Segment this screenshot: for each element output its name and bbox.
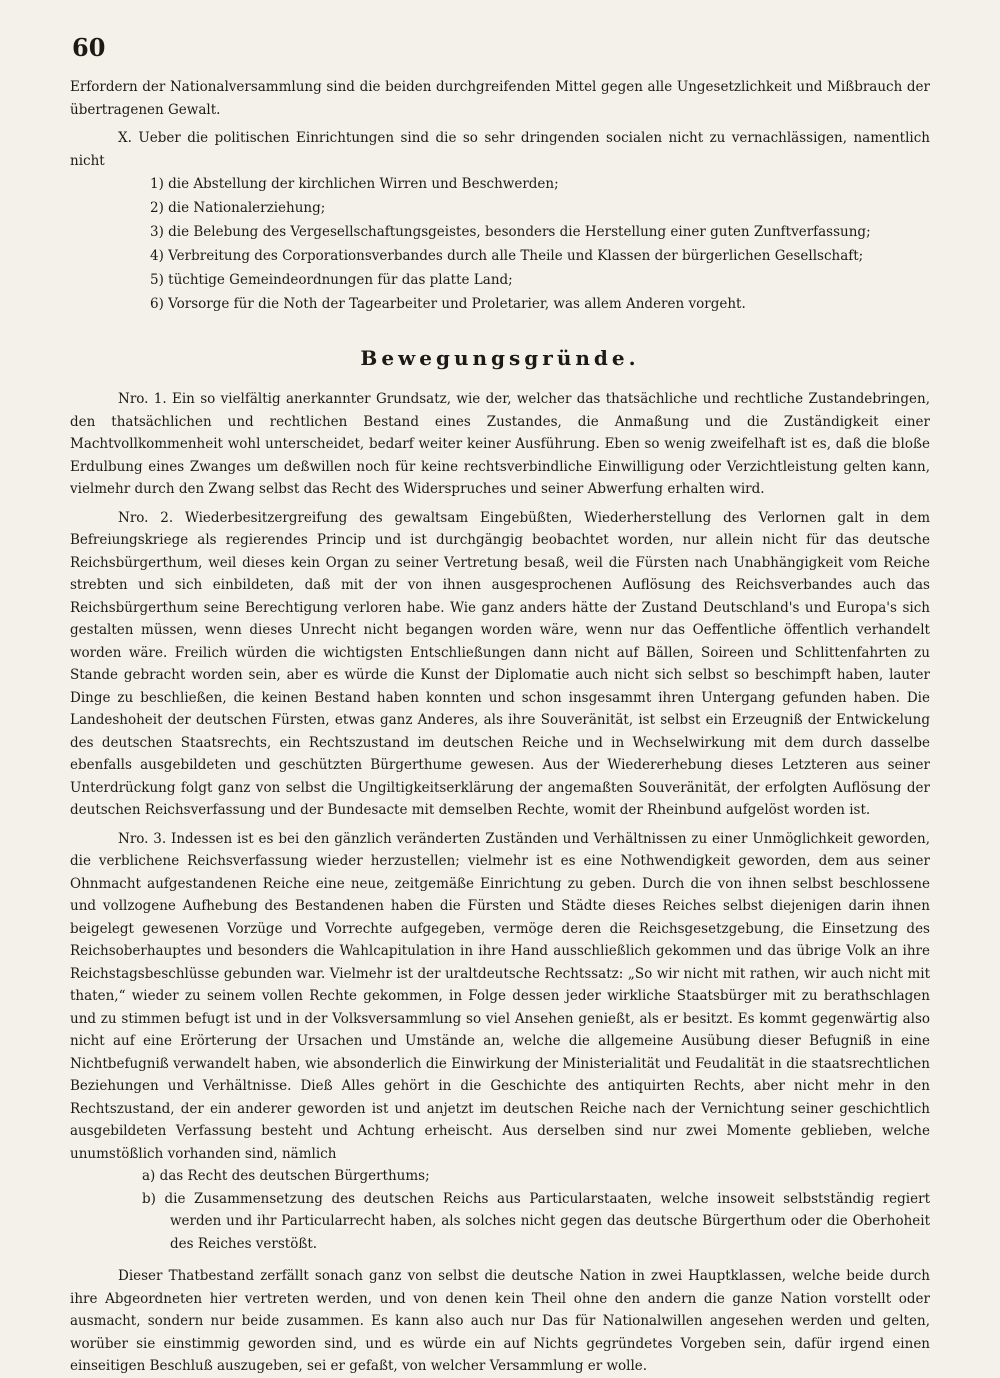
page-number: 60 bbox=[72, 33, 106, 62]
list-item: a) das Recht des deutschen Bürgerthums; bbox=[142, 1168, 430, 1184]
list-item: 3) die Belebung des Vergesellschaftungsgeistes, besonders die Herstellung einer guten Zunftverfassung; bbox=[150, 224, 871, 240]
intro-paragraph: Erfordern der Nationalversammlung sind die beiden durchgreifenden Mittel gegen alle Ungesetzlichkeit und Mißbrauch der übertragenen Gewalt. bbox=[70, 79, 930, 118]
list-item: b) die Zusammensetzung des deutschen Reichs aus Particularstaaten, welche insoweit selbstständig regiert werden und ihr Particularrecht haben, als solches nicht gegen das deutsche Bürgerthum oder die Oberhoheit des Reiches verstößt. bbox=[142, 1190, 930, 1252]
paragraph-nro-2: Nro. 2. Wiederbesitzergreifung des gewaltsam Eingebüßten, Wiederherstellung des Verlornen galt in dem Befreiungskriege als regierendes Princip und ist durchgängig beobachtet worden, nur allein nicht für das deutsche Reichsbürgerthum, weil dieses kein Organ zu seiner Vertretung besaß, weil die Fürsten nach Unabhängigkeit vom Reiche strebten und sich einbildeten, daß mit der von ihnen ausgesprochenen Auflösung des Reichsverbandes auch das Reichsbürgerthum seine Berechtigung verloren habe. Wie ganz anders hätte der Zustand Deutschland's und Europa's sich gestalten müssen, wenn dieses Unrecht nicht begangen worden wäre, wenn nur das Oeffentliche öffentlich verhandelt worden wäre. Freilich würden die wichtigsten Entschließungen dann nicht auf Bällen, Soireen und Schlittenfahrten zu Stande gebracht worden sein, aber es würde die Kunst der Diplomatie auch nicht sich selbst so beschimpft haben, lauter Dinge zu beschließen, die keinen Bestand haben konnten und schon insgesammt ihren Untergang gefunden haben. Die Landeshoheit der deutschen Fürsten, etwas ganz Anderes, als ihre Souveränität, ist selbst ein Erzeugniß der Entwickelung des deutschen Staatsrechts, ein Rechtszustand im deutschen Reiche und in Wechselwirkung mit dem durch dasselbe ebenfalls ausgebildeten und geschützten Bürgerthume gewesen. Aus der Wiedererhebung dieses Letzteren aus seiner Unterdrückung folgt ganz von selbst die Ungiltigkeitserklärung der angemaßten Souveränität, der erfolgten Auflösung der deutschen Reichsverfassung und der Bundesacte mit demselben Rechte, womit der Rheinbund aufgelöst worden ist. bbox=[70, 509, 930, 818]
paragraph-nro-1: Nro. 1. Ein so vielfältig anerkannter Grundsatz, wie der, welcher das thatsächliche und rechtliche Zustandebringen, den thatsächlichen und rechtlichen Bestand eines Zustandes, die Anmaßung und die Zuständigkeit einer Machtvollkommenheit wohl unterscheidet, bedarf weiter keiner Ausführung. Eben so wenig zweifelhaft ist es, daß die bloße Erdulbung eines Zwanges um deßwillen noch für keine rechtsverbindliche Einwilligung oder Verzichtleistung gelten kann, vielmehr durch den Zwang selbst das Recht des Widerspruches und seiner Abwerfung erhalten wird. bbox=[70, 391, 930, 497]
nro-3-list bbox=[70, 1165, 930, 1255]
paragraph-nro-3: Nro. 3. Indessen ist es bei den gänzlich veränderten Zuständen und Verhältnissen zu einer Unmöglichkeit geworden, die verblichene Reichsverfassung wieder herzustellen; vielmehr ist es eine Nothwendigkeit geworden, dem aus seiner Ohnmacht aufgestandenen Reiche eine neue, zeitgemäße Einrichtung zu geben. Durch die von ihnen selbst beschlossene und vollzogene Aufhebung des Bestandenen haben die Fürsten und Städte dieses Reiches selbst diejenigen darin ihnen beigelegt gewesenen Vorzüge und Vorrechte aufgegeben, vermöge deren die Reichsgesetzgebung, die Einsetzung des Reichsoberhauptes und besonders die Wahlcapitulation in ihre Hand ausschließlich gekommen und das übrige Volk an ihre Reichstagsbeschlüsse gebunden war. Vielmehr ist der uraltdeutsche Rechtssatz: „So wir nicht mit rathen, wir auch nicht mit thaten,“ wieder zu seinem vollen Rechte gekommen, in Folge dessen jeder wirkliche Staatsbürger mit zu berathschlagen und zu stimmen befugt ist und in der Volksversammlung so viel Ansehen genießt, als er besitzt. Es kommt gegenwärtig also nicht auf eine Erörterung der Ursachen und Umstände an, welche die allgemeine Ausübung dieser Befugniß in eine Nichtbefugniß verwandelt haben, wie absonderlich die Einwirkung der Ministerialität und Feudalität in die staatsrechtlichen Beziehungen und Verhältnisse. Dieß Alles gehört in die Geschichte des antiquirten Rechts, aber nicht mehr in den Rechtszustand, der ein anderer geworden ist und anjetzt im deutschen Reiche nach der Vernichtung seiner geschichtlich ausgebildeten Verfassung besteht und Achtung erheischt. Aus derselben sind nur zwei Momente geblieben, welche unumstößlich vorhanden sind, nämlich bbox=[70, 830, 930, 1162]
section-x-paragraph: X. Ueber die politischen Einrichtungen sind die so sehr dringenden socialen nicht zu vernachlässigen, namentlich nicht bbox=[70, 130, 930, 169]
closing-paragraph: Dieser Thatbestand zerfällt sonach ganz von selbst die deutsche Nation in zwei Hauptklassen, welche beide durch ihre Abgeordneten hier vertreten werden, und von denen kein Theil ohne den andern die ganze Nation vorstellt oder ausmacht, sondern nur beide zusammen. Es kann also auch nur Das für Nationalwillen angesehen werden und gelten, worüber sie einstimmig geworden sind, und es würde ein auf Nichts gegründetes Vorgeben sein, dafür irgend einen einseitigen Beschluß auszugeben, sei er gefaßt, von welcher Versammlung er wolle. bbox=[70, 1268, 930, 1374]
section-x-list bbox=[70, 172, 930, 316]
list-item: 1) die Abstellung der kirchlichen Wirren und Beschwerden; bbox=[150, 176, 559, 192]
list-item: 4) Verbreitung des Corporationsverbandes durch alle Theile und Klassen der bürgerlichen Gesellschaft; bbox=[150, 248, 864, 264]
section-heading: Bewegungsgründe. bbox=[360, 346, 640, 370]
list-item: 6) Vorsorge für die Noth der Tagearbeiter und Proletarier, was allem Anderen vorgeht. bbox=[150, 296, 746, 312]
list-item: 2) die Nationalerziehung; bbox=[150, 200, 326, 216]
list-item: 5) tüchtige Gemeindeordnungen für das platte Land; bbox=[150, 272, 513, 288]
